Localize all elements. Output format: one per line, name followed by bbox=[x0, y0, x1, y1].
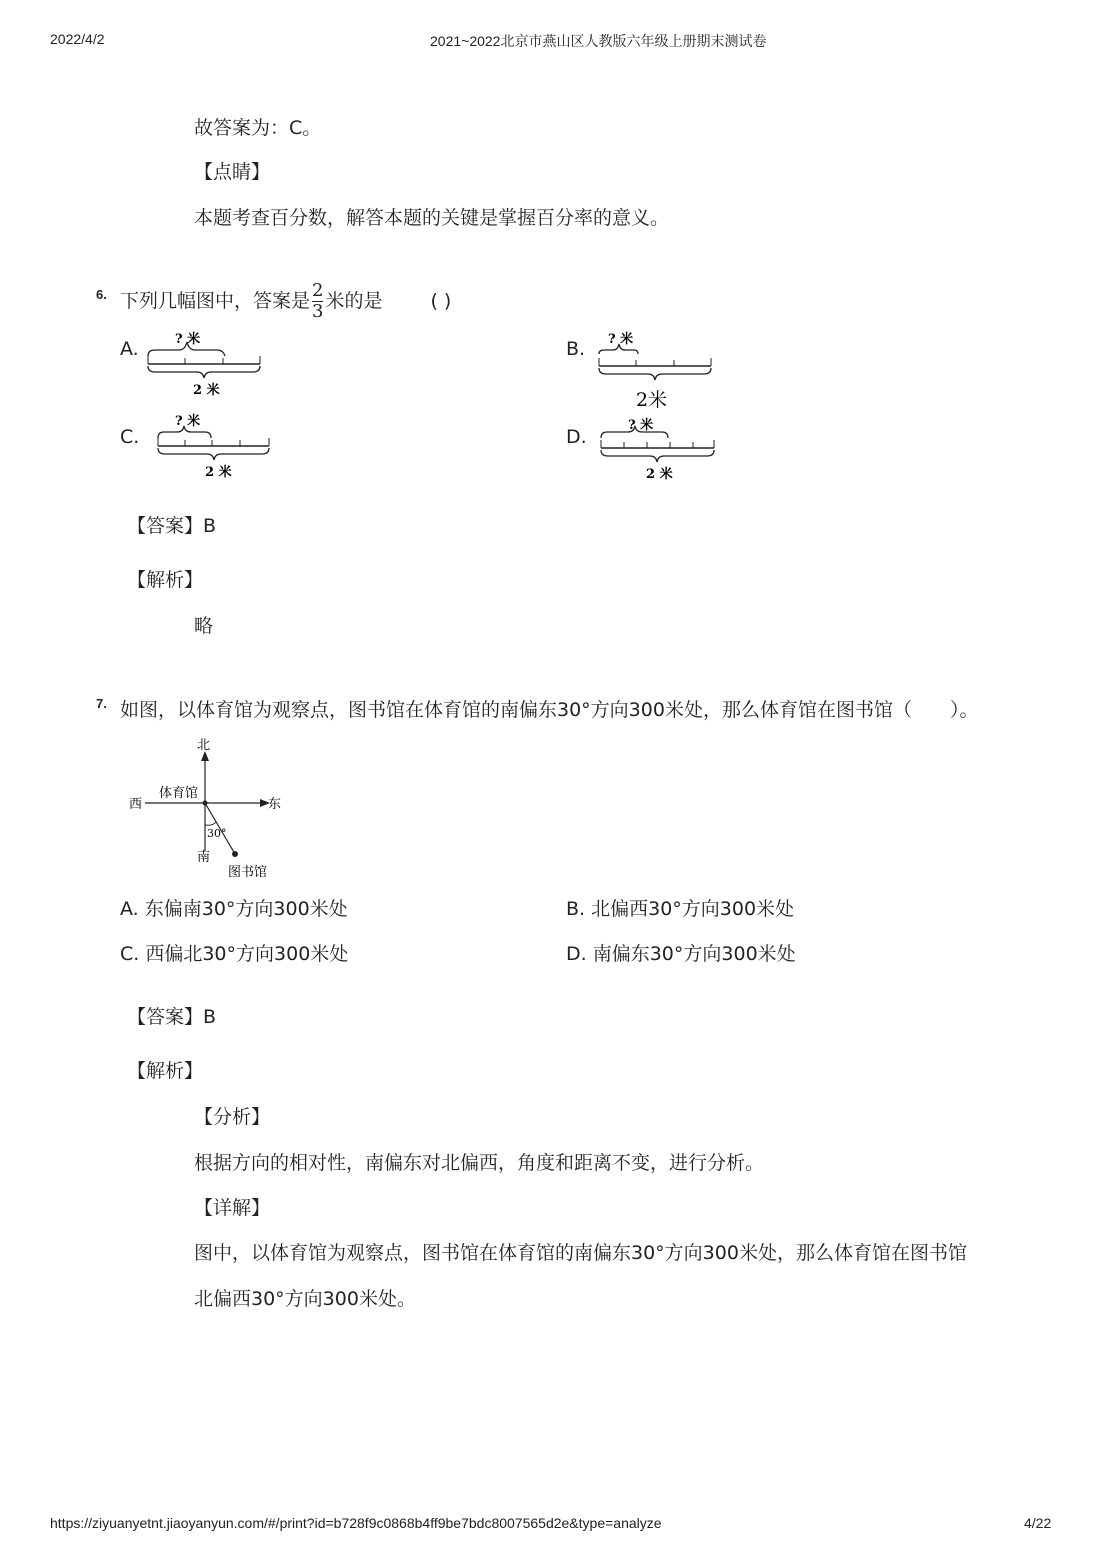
q6-option-c-figure bbox=[155, 410, 277, 482]
q6-option-d-figure bbox=[598, 412, 720, 484]
q7-direction-diagram bbox=[125, 733, 290, 883]
q7-option-b: B. 北偏西30°方向300米处 bbox=[566, 898, 795, 920]
q6-stem-before: 下列几幅图中，答案是 bbox=[120, 290, 311, 312]
prev-answer-line: 故答案为：C。 bbox=[194, 117, 322, 139]
header-title: 2021~2022北京市燕山区人教版六年级上册期末测试卷 bbox=[430, 33, 767, 49]
q7-fenxi-title: 【分析】 bbox=[194, 1106, 271, 1128]
q7-xiangjie-line1: 图中，以体育馆为观察点，图书馆在体育馆的南偏东30°方向300米处，那么体育馆在图书馆 bbox=[194, 1242, 967, 1264]
q6-answer: 【答案】B bbox=[127, 515, 217, 537]
q7-number: 7. bbox=[96, 696, 107, 711]
footer-page-number: 4/22 bbox=[1024, 1515, 1052, 1531]
q6-paren: ( ) bbox=[430, 290, 452, 312]
q6-stem bbox=[120, 278, 451, 324]
q7-answer: 【答案】B bbox=[127, 1006, 217, 1028]
q7-option-a: A. 东偏南30°方向300米处 bbox=[120, 898, 348, 920]
prev-note: 本题考查百分数，解答本题的关键是掌握百分率的意义。 bbox=[194, 207, 670, 229]
q6-frac-num: 2 bbox=[312, 280, 324, 301]
q7-south-label: 南 bbox=[197, 850, 211, 865]
q7-east-label: 东 bbox=[268, 797, 282, 812]
q6-option-d-label: D. bbox=[566, 426, 587, 448]
q6-option-b-bottom-label: 2米 bbox=[636, 389, 668, 411]
q7-west-label: 西 bbox=[129, 797, 143, 812]
q6-option-a-label: A. bbox=[120, 338, 139, 360]
q7-option-d: D. 南偏东30°方向300米处 bbox=[566, 943, 796, 965]
q6-option-c-label: C. bbox=[120, 426, 140, 448]
q7-stem: 如图，以体育馆为观察点，图书馆在体育馆的南偏东30°方向300米处，那么体育馆在图书馆（ ）。 bbox=[120, 699, 979, 721]
q6-option-c-top-label: ? 米 bbox=[175, 414, 201, 429]
q6-option-a-bottom-label: 2 米 bbox=[193, 383, 220, 398]
q6-option-b-label: B. bbox=[566, 338, 586, 360]
q6-option-d-bottom-label: 2 米 bbox=[646, 467, 673, 482]
q6-frac-den: 3 bbox=[312, 301, 324, 322]
q7-origin-label: 体育馆 bbox=[159, 786, 199, 801]
q6-analysis-title: 【解析】 bbox=[127, 569, 204, 591]
q7-angle-label: 30° bbox=[207, 827, 227, 840]
footer-url-link[interactable]: https://ziyuanyetnt.jiaoyanyun.com/#/print?id=b728f9c0868b4ff9be7bdc8007565d2e&type=analyze bbox=[50, 1515, 662, 1531]
q7-north-label: 北 bbox=[197, 738, 211, 753]
q6-stem-after: 米的是 bbox=[325, 290, 383, 312]
q7-xiangjie-line2: 北偏西30°方向300米处。 bbox=[194, 1288, 416, 1310]
q7-xiangjie-title: 【详解】 bbox=[194, 1197, 271, 1219]
q6-option-b-figure bbox=[596, 328, 718, 412]
q6-number: 6. bbox=[96, 287, 107, 302]
q7-option-c: C. 西偏北30°方向300米处 bbox=[120, 943, 349, 965]
q6-option-c-bottom-label: 2 米 bbox=[205, 465, 232, 480]
q6-option-a-figure bbox=[145, 328, 267, 400]
q7-analysis-title: 【解析】 bbox=[127, 1060, 204, 1082]
prev-dianjing-title: 【点睛】 bbox=[194, 161, 271, 183]
q7-fenxi-body: 根据方向的相对性，南偏东对北偏西，角度和距离不变，进行分析。 bbox=[194, 1152, 765, 1174]
q6-option-b-top-label: ? 米 bbox=[608, 332, 634, 347]
q6-option-a-top-label: ? 米 bbox=[175, 332, 201, 347]
q7-target-label: 图书馆 bbox=[228, 865, 268, 880]
q6-option-d-top-label: ? 米 bbox=[628, 418, 654, 433]
q6-fraction bbox=[312, 281, 323, 322]
header-date: 2022/4/2 bbox=[50, 31, 105, 47]
q6-analysis-body: 略 bbox=[194, 615, 214, 637]
